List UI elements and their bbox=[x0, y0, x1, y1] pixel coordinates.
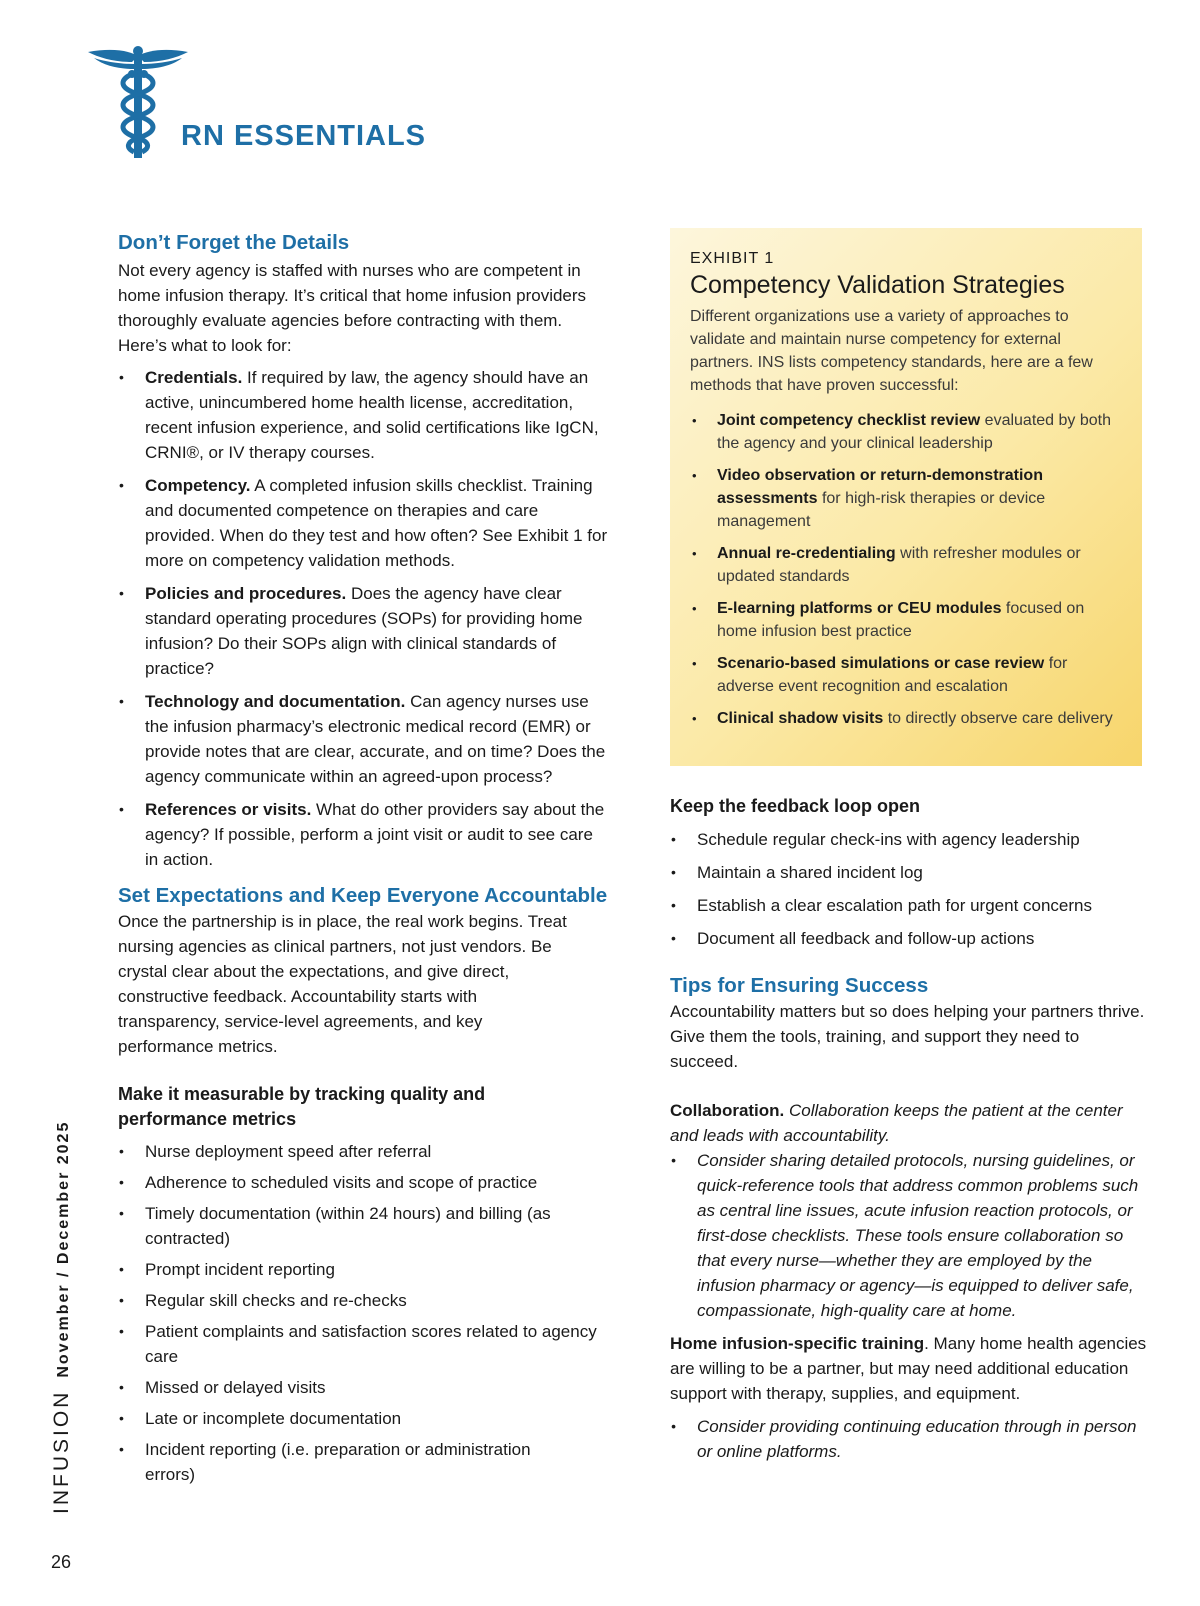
list-item: • Late or incomplete documentation bbox=[118, 1406, 608, 1431]
details-list bbox=[118, 365, 608, 872]
list-item: • Consider providing continuing education through in person or online platforms. bbox=[670, 1414, 1150, 1464]
list-item: • Regular skill checks and re-checks bbox=[118, 1288, 608, 1313]
list-item: • Document all feedback and follow-up actions bbox=[670, 926, 1150, 951]
list-item: • Establish a clear escalation path for urgent concerns bbox=[670, 893, 1150, 918]
list-item: • Missed or delayed visits bbox=[118, 1375, 608, 1400]
tips-body: Accountability matters but so does helping your partners thrive. Give them the tools, training, and support they need to succeed. bbox=[670, 1002, 1145, 1071]
magazine-name: INFUSION bbox=[50, 1389, 73, 1514]
exhibit-intro: Different organizations use a variety of approaches to validate and maintain nurse competency for external partners. INS lists competency standards, here are a few methods that have proven successful: bbox=[690, 308, 1093, 394]
tips-heading: Tips for Ensuring Success bbox=[670, 974, 929, 997]
list-item: • Prompt incident reporting bbox=[118, 1257, 608, 1282]
list-item: • Video observation or return-demonstration assessments for high-risk therapies or device management bbox=[690, 464, 1122, 533]
caduceus-icon bbox=[88, 42, 188, 162]
details-intro: Not every agency is staffed with nurses who are competent in home infusion therapy. It’s critical that home infusion providers thoroughly evaluate agencies before contracting with them. Here’s what to look for: bbox=[118, 261, 587, 355]
list-item: • Credentials. If required by law, the agency should have an active, unincumbered home health license, accreditation, recent infusion experience, and solid certifications like IgCN, CRNI®, or IV therapy courses. bbox=[118, 365, 608, 465]
exhibit-box bbox=[670, 228, 1142, 766]
expectations-heading: Set Expectations and Keep Everyone Accountable bbox=[118, 884, 608, 907]
training-list bbox=[670, 1414, 1150, 1464]
list-item: • Schedule regular check-ins with agency leadership bbox=[670, 827, 1150, 852]
brand-title: RN ESSENTIALS bbox=[181, 120, 427, 152]
exhibit-title: Competency Validation Strategies bbox=[690, 271, 1065, 299]
details-heading: Don’t Forget the Details bbox=[118, 231, 350, 254]
collaboration-list bbox=[670, 1148, 1150, 1323]
list-item: • Incident reporting (i.e. preparation or administration errors) bbox=[118, 1437, 558, 1487]
training-label: Home infusion-specific training bbox=[670, 1334, 925, 1353]
right-column bbox=[670, 794, 1150, 1464]
list-item: • E-learning platforms or CEU modules focused on home infusion best practice bbox=[690, 597, 1122, 643]
measurable-heading: Make it measurable by tracking quality and performance metrics bbox=[118, 1084, 486, 1129]
exhibit-label: EXHIBIT 1 bbox=[690, 250, 775, 267]
sidebar-issue-label bbox=[50, 1094, 80, 1514]
list-item: • Technology and documentation. Can agency nurses use the infusion pharmacy’s electronic medical record (EMR) or provide notes that are clear, accurate, and on time? Does the agency communicate within an agreed-upon process? bbox=[118, 689, 608, 789]
expectations-body: Once the partnership is in place, the real work begins. Treat nursing agencies as clinical partners, not just vendors. Be crystal clear about the expectations, and give direct, constructive feedback. Accountability starts with transparency, service-level agreements, and key performance metrics. bbox=[118, 912, 567, 1056]
collaboration-paragraph: Collaboration. Collaboration keeps the patient at the center and leads with accountability. bbox=[670, 1101, 1123, 1145]
list-item: • Competency. A completed infusion skills checklist. Training and documented competence on therapies and care provided. When do they test and how often? See Exhibit 1 for more on competency validation methods. bbox=[118, 473, 608, 573]
list-item: • References or visits. What do other providers say about the agency? If possible, perform a joint visit or audit to see care in action. bbox=[118, 797, 608, 872]
feedback-heading: Keep the feedback loop open bbox=[670, 796, 921, 816]
left-column bbox=[118, 230, 608, 1487]
list-item: • Joint competency checklist review evaluated by both the agency and your clinical leadership bbox=[690, 409, 1122, 455]
collaboration-label: Collaboration. bbox=[670, 1101, 785, 1120]
page-number: 26 bbox=[51, 1552, 72, 1572]
metrics-list bbox=[118, 1139, 608, 1487]
list-item: • Annual re-credentialing with refresher modules or updated standards bbox=[690, 542, 1122, 588]
list-item: • Policies and procedures. Does the agency have clear standard operating procedures (SOPs) for providing home infusion? Do their SOPs align with clinical standards of practice? bbox=[118, 581, 608, 681]
list-item: • Nurse deployment speed after referral bbox=[118, 1139, 608, 1164]
list-item: • Clinical shadow visits to directly observe care delivery bbox=[690, 707, 1122, 730]
list-item: • Adherence to scheduled visits and scope of practice bbox=[118, 1170, 608, 1195]
list-item: • Patient complaints and satisfaction scores related to agency care bbox=[118, 1319, 608, 1369]
training-paragraph: Home infusion-specific training. Many home health agencies are willing to be a partner, but may need additional education support with therapy, supplies, and equipment. bbox=[670, 1334, 1147, 1403]
list-item: • Scenario-based simulations or case review for adverse event recognition and escalation bbox=[690, 652, 1122, 698]
issue-date: November / December 2025 bbox=[55, 1120, 72, 1378]
feedback-list bbox=[670, 827, 1150, 951]
list-item: • Maintain a shared incident log bbox=[670, 860, 1150, 885]
list-item: • Timely documentation (within 24 hours) and billing (as contracted) bbox=[118, 1201, 558, 1251]
list-item: • Consider sharing detailed protocols, nursing guidelines, or quick-reference tools that address common problems such as central line issues, acute infusion reaction protocols, or first-dose checklists. These tools ensure collaboration so that every nurse—whether they are employed by the infusion pharmacy or agency—is equipped to deliver safe, compassionate, high-quality care at home. bbox=[670, 1148, 1150, 1323]
exhibit-list bbox=[690, 409, 1122, 730]
